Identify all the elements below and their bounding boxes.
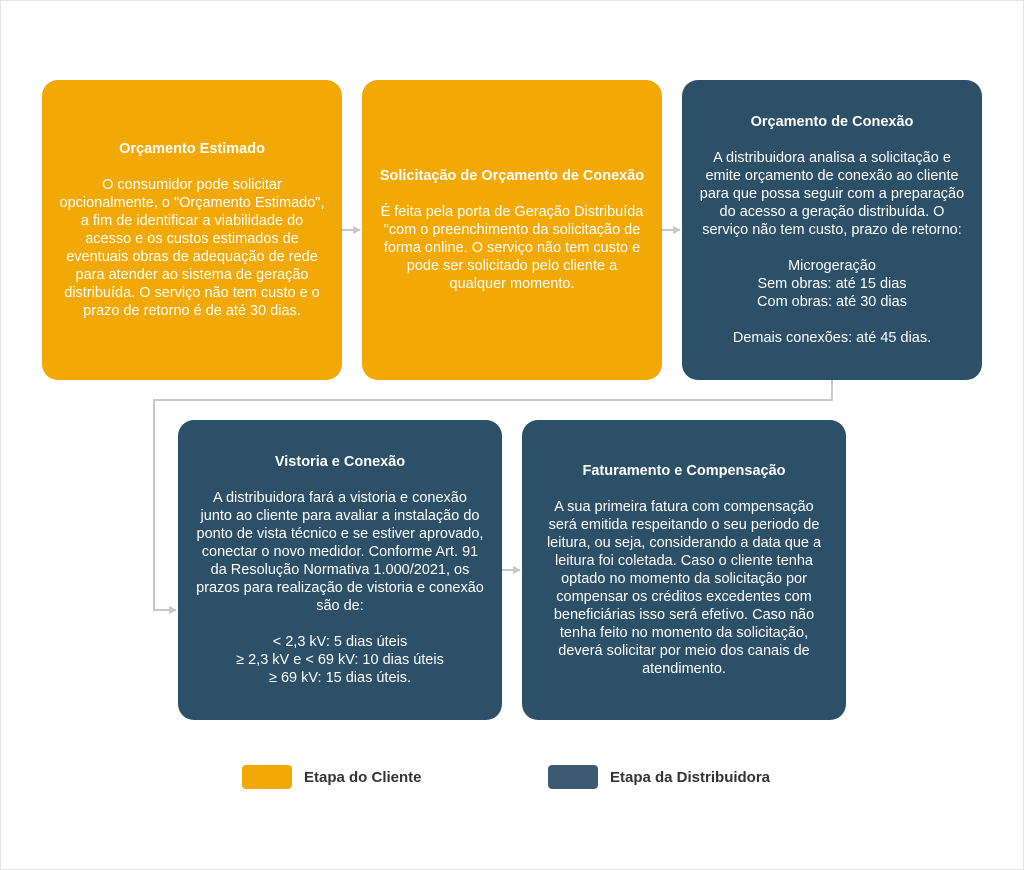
legend-distributor-swatch [548,765,598,789]
step-title: Vistoria e Conexão [274,454,406,470]
legend-distributor [548,765,770,789]
step-body: É feita pela porta de Geração Distribuída "com o preenchimento da solicitação de forma online. O serviço não tem custo e pode ser solicitado pelo cliente a qualquer momento. [380,204,644,292]
step-body: A distribuidora fará a vistoria e conexão junto ao cliente para avaliar a instalação do ponto de vista técnico e se estiver aprovado, conectar o novo medidor. Conforme Art. 91 da Resolução Normativa 1.000/2021, os prazos para realização de vistoria e conexão são de: < 2,3 kV: 5 dias úteis ≥ 2,3 kV e < 69 kV: 10 dias úteis ≥ 69 kV: 15 dias úteis. [196,490,484,686]
step-title: Orçamento de Conexão [750,114,914,130]
step-body: A sua primeira fatura com compensação será emitida respeitando o seu periodo de leitura, ou seja, considerando a data que a leitura foi coletada. Caso o cliente tenha optado no momento da solicitação por compensar os créditos excedentes com beneficiárias isso será efetivo. Caso não tenha feito no momento da solicitação, deverá solicitar por meio dos canais de atendimento. [546,499,822,677]
step-body: O consumidor pode solicitar opcionalmente, o "Orçamento Estimado", a fim de identificar a viabilidade do acesso e os custos estimados de eventuais obras de adequação de rede para atender ao sistema de geração distribuída. O serviço não tem custo e o prazo de retorno é de até 30 dias. [59,177,325,319]
legend-client-swatch [242,765,292,789]
step-title: Orçamento Estimado [119,141,265,157]
step-orcamento-conexao [682,80,982,380]
step-body: A distribuidora analisa a solicitação e emite orçamento de conexão ao cliente para que possa seguir com a preparação do acesso a geração distribuída. O serviço não tem custo, prazo de retorno: Microgeração Sem obras: até 15 dias Com obras: até 30 dias Demais conexões: até 45 dias. [699,150,965,346]
step-solicitacao-orcamento-conexao [362,80,662,380]
step-orcamento-estimado [42,80,342,380]
legend-client-label: Etapa do Cliente [304,768,422,786]
step-faturamento-compensacao [522,420,846,720]
step-vistoria-conexao [178,420,502,720]
legend-client [242,765,422,789]
step-title: Solicitação de Orçamento de Conexão [379,168,645,184]
step-title: Faturamento e Compensação [582,463,786,479]
legend-distributor-label: Etapa da Distribuidora [610,768,771,786]
